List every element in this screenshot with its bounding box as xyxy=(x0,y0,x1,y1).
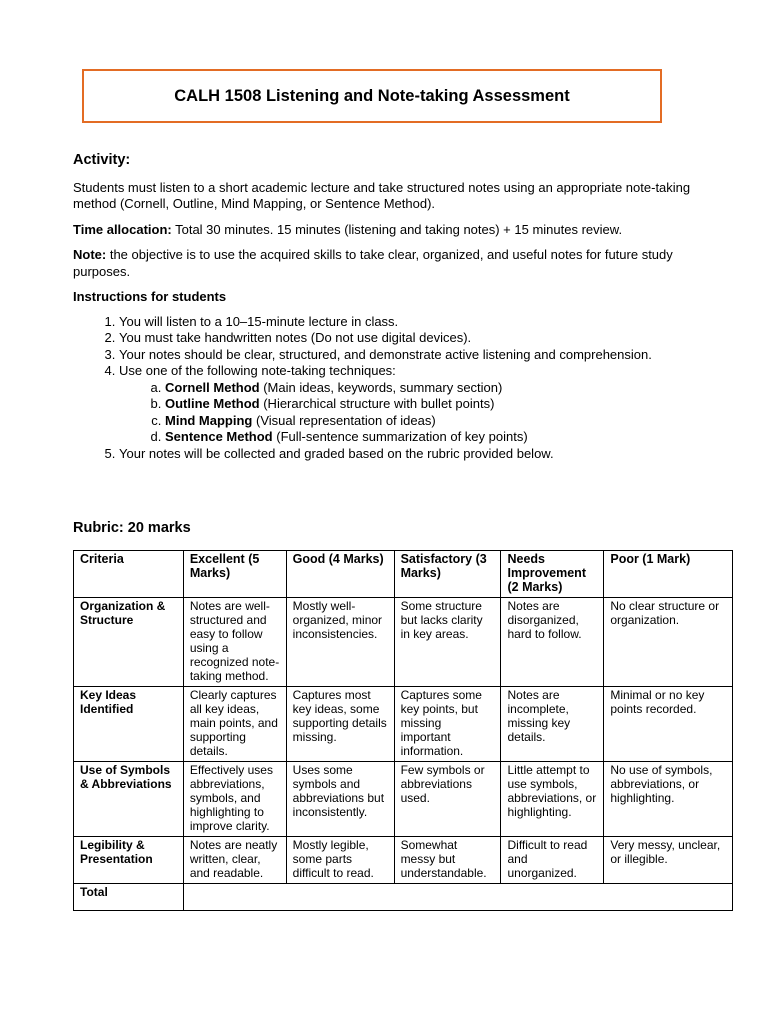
instructions-list xyxy=(73,314,693,463)
technique-item xyxy=(165,413,693,430)
table-cell: Minimal or no key points recorded. xyxy=(604,687,733,762)
technique-name: Cornell Method xyxy=(165,379,260,395)
technique-desc: (Main ideas, keywords, summary section) xyxy=(259,379,503,395)
instructions-section xyxy=(73,152,693,462)
list-item: 5. Your notes will be collected and graded based on the rubric provided below. xyxy=(119,446,693,463)
table-cell: Notes are neatly written, clear, and readable. xyxy=(183,837,286,884)
header-cell: Excellent (5 Marks) xyxy=(183,551,286,598)
list-item: 2. You must take handwritten notes (Do not use digital devices). xyxy=(119,330,693,347)
list-item: 1. You will listen to a 10–15-minute lecture in class. xyxy=(119,314,693,331)
technique-desc: (Full-sentence summarization of key points) xyxy=(272,429,528,444)
list-item: 3. Your notes should be clear, structured, and demonstrate active listening and comprehension. xyxy=(119,347,693,364)
technique-name: Sentence Method xyxy=(165,429,273,444)
table-row xyxy=(74,598,733,687)
table-cell: Mostly legible, some parts difficult to read. xyxy=(286,837,394,884)
techniques-list xyxy=(119,380,693,446)
technique-item xyxy=(165,380,693,397)
table-cell: Captures some key points, but missing important information. xyxy=(394,687,501,762)
table-cell: Little attempt to use symbols, abbreviations, or highlighting. xyxy=(501,762,604,837)
instructions-heading: Instructions for students xyxy=(73,289,227,304)
time-allocation-text: Total 30 minutes. 15 minutes (listening and taking notes) + 15 minutes review. xyxy=(171,221,623,237)
table-cell: Few symbols or abbreviations used. xyxy=(394,762,501,837)
table-cell: No clear structure or organization. xyxy=(604,598,733,687)
table-header-row xyxy=(74,551,733,598)
table-cell: Very messy, unclear, or illegible. xyxy=(604,837,733,884)
technique-name: Mind Mapping xyxy=(165,412,253,428)
note-label: Note: xyxy=(73,247,107,262)
technique-desc: (Visual representation of ideas) xyxy=(252,412,436,428)
title-box xyxy=(82,69,662,123)
table-cell: No use of symbols, abbreviations, or highlighting. xyxy=(604,762,733,837)
table-cell: Clearly captures all key ideas, main points, and supporting details. xyxy=(183,687,286,762)
techniques-intro: Use one of the following note-taking techniques: xyxy=(119,363,396,378)
note-text: the objective is to use the acquired skills to take clear, organized, and useful notes for future study purposes. xyxy=(73,247,673,279)
table-cell: Somewhat messy but understandable. xyxy=(394,837,501,884)
technique-item xyxy=(165,429,693,446)
table-cell: Uses some symbols and abbreviations but inconsistently. xyxy=(286,762,394,837)
header-cell: Poor (1 Mark) xyxy=(604,551,733,598)
header-cell: Needs Improvement (2 Marks) xyxy=(501,551,604,598)
table-row xyxy=(74,762,733,837)
activity-description: Students must listen to a short academic lecture and take structured notes using an appropriate note-taking method (Cornell, Outline, Mind Mapping, or Sentence Method). xyxy=(73,179,691,211)
note-paragraph xyxy=(73,247,693,280)
table-row xyxy=(74,837,733,884)
criteria-cell: Use of Symbols & Abbreviations xyxy=(74,762,184,837)
total-label: Total xyxy=(74,884,184,911)
total-row xyxy=(74,884,733,911)
header-cell: Criteria xyxy=(74,551,184,598)
list-item xyxy=(119,363,693,446)
technique-name: Outline Method xyxy=(165,396,260,411)
activity-heading: Activity: xyxy=(73,152,131,168)
table-cell: Notes are incomplete, missing key details. xyxy=(501,687,604,762)
table-cell: Mostly well-organized, minor inconsistencies. xyxy=(286,598,394,687)
rubric-table xyxy=(73,550,733,911)
rubric-heading: Rubric: 20 marks xyxy=(73,520,191,536)
criteria-cell: Legibility & Presentation xyxy=(74,837,184,884)
time-allocation-label: Time allocation: xyxy=(73,221,172,237)
table-cell: Difficult to read and unorganized. xyxy=(501,837,604,884)
criteria-cell: Key Ideas Identified xyxy=(74,687,184,762)
page-title: CALH 1508 Listening and Note-taking Assessment xyxy=(174,86,570,105)
technique-desc: (Hierarchical structure with bullet points) xyxy=(259,396,495,411)
header-cell: Good (4 Marks) xyxy=(286,551,394,598)
table-cell: Some structure but lacks clarity in key areas. xyxy=(394,598,501,687)
criteria-cell: Organization & Structure xyxy=(74,598,184,687)
table-cell: Notes are well-structured and easy to follow using a recognized note-taking method. xyxy=(183,598,286,687)
header-cell: Satisfactory (3 Marks) xyxy=(394,551,501,598)
time-allocation xyxy=(73,222,693,239)
total-value-cell xyxy=(183,884,732,911)
table-cell: Notes are disorganized, hard to follow. xyxy=(501,598,604,687)
table-row xyxy=(74,687,733,762)
technique-item xyxy=(165,396,693,413)
table-cell: Captures most key ideas, some supporting details missing. xyxy=(286,687,394,762)
table-cell: Effectively uses abbreviations, symbols, and highlighting to improve clarity. xyxy=(183,762,286,837)
